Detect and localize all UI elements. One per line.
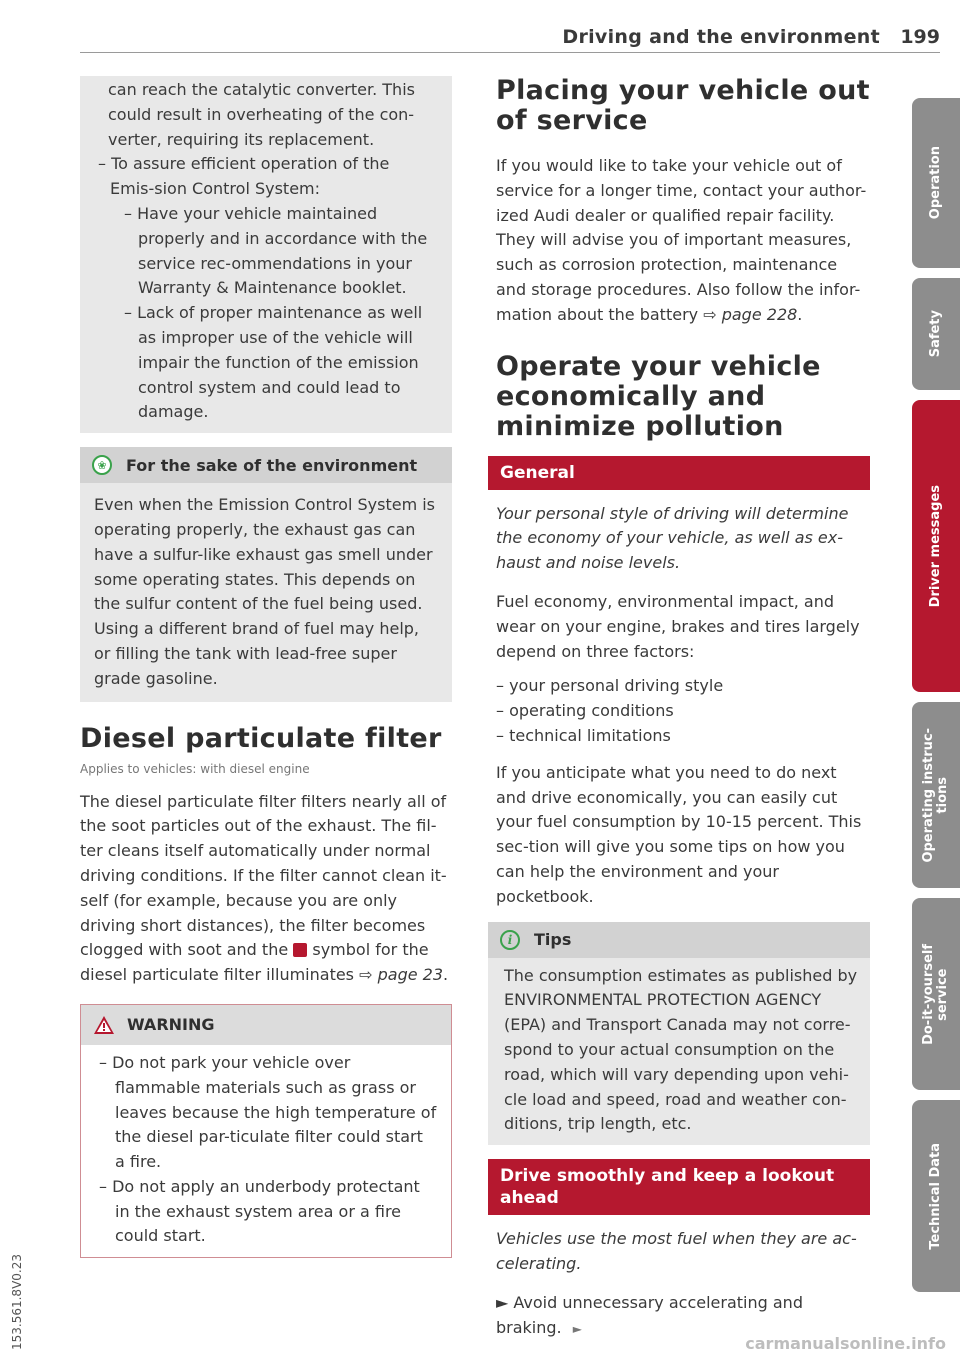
dpf-end: . [443,965,449,985]
header-title: Driving and the environment [562,26,880,48]
warning-header [81,1005,451,1045]
page-number: 199 [900,26,940,48]
box-line: can reach the catalytic converter. This [108,80,415,99]
tab-label: Technical Data [928,1142,943,1250]
oos-end: . [797,304,803,324]
tips-header [488,922,870,958]
oos-page-ref[interactable]: ⇨ page 228 [703,304,798,324]
list-item: – operating conditions [496,701,674,721]
box-line: verter, requiring its replacement. [108,129,375,149]
emission-continued-box [80,76,452,433]
warning-box [80,1004,452,1258]
tab-operating-instructions[interactable] [912,702,960,888]
tab-operation[interactable] [912,98,960,268]
tab-label: Do-it-yourself service [921,943,950,1045]
dpf-text-1: The diesel particulate filter filters nearly all of the soot particles out of the exhaust. The fil-ter cleans itself automatically under normal driving conditions. If the filter cannot clean it-self (for example, because you are only driving short distances), the filter becomes clogged with soot and the [80,791,447,960]
document-code [8,1210,28,1350]
dpf-applies: Applies to vehicles: with diesel engine [80,761,310,776]
tips-box [488,922,870,1146]
drive-intro: Vehicles use the most fuel when they are ac-celerating. [496,1229,857,1273]
page-header [80,22,940,56]
warning-item-1: – Do not park your vehicle over flammable materials such as grass or leaves because the high temperature of the diesel par-ticulate filter could start a fire. [99,1052,437,1172]
tips-title: Tips [534,930,572,950]
bullet-maintain: – Have your vehicle maintained properly and in accordance with the service rec-ommendations in your Warranty & Maintenance booklet. [124,203,428,298]
tab-technical-data[interactable] [912,1100,960,1292]
dpf-section [80,724,452,988]
dpf-paragraph [80,790,452,988]
drive-smoothly-band: Drive smoothly and keep a lookout ahead [488,1159,870,1215]
left-column [80,76,452,1258]
environment-header [80,447,452,483]
tab-label: Safety [928,310,943,358]
environment-title: For the sake of the environment [126,455,418,475]
warning-body [81,1045,451,1257]
tab-safety[interactable] [912,278,960,390]
tips-text: The consumption estimates as published by ENVIRONMENTAL PROTECTION AGENCY (EPA) and Transport Canada may not corre-spond to your actual consumption on the road, which will vary depending upon vehi-cle load and speed, road and weather con-ditions, trip length, etc. [504,965,858,1134]
tab-driver-messages[interactable] [912,400,960,692]
avoid-text: ► Avoid unnecessary accelerating and braking. [496,1292,803,1337]
tab-do-it-yourself[interactable] [912,898,960,1090]
environment-box [80,447,452,701]
box-line: could result in overheating of the con- [108,104,415,124]
oos-text: If you would like to take your vehicle out of service for a longer time, contact your author-ized Audi dealer or qualified repair facility. They will advise you of important measures, such as corrosion protection, maintenance and storage procedures. Also follow the infor-mation about the battery [496,156,867,324]
dpf-symbol-icon [293,943,307,957]
continue-arrow-icon: ► [572,1321,582,1336]
factor-list [496,674,870,748]
right-column [480,76,870,1341]
dpf-text-2: symbol for the diesel particulate filter illuminates [80,940,429,985]
environment-text: Even when the Emission Control System is operating properly, the exhaust gas can have a sulfur-like exhaust gas smell under some operating states. This depends on the sulfur content of the fuel being used. Using a different brand of fuel may help, or filling the tank with lead-free super grade gasoline. [94,495,436,688]
list-item: – technical limitations [496,725,671,745]
warning-triangle-icon [93,1015,115,1035]
tab-label: Operating instruc- tions [921,727,950,863]
tab-label: Driver messages [928,484,943,608]
document-code-text: 153.561.8V0.23 [10,1254,24,1350]
warning-title: WARNING [127,1015,215,1035]
header-rule [80,52,940,53]
bullet-lack: – Lack of proper maintenance as well as improper use of the vehicle will impair the function of the emission control system and could lead to damage. [124,303,423,422]
dpf-heading: Diesel particulate filter [80,722,442,754]
warning-item-2: – Do not apply an underbody protectant in the exhaust system area or a fire could start. [99,1176,420,1246]
info-icon: i [500,930,520,950]
out-of-service-paragraph [496,154,870,328]
tab-label: Operation [928,146,943,220]
dpf-page-ref[interactable]: ⇨ page 23 [359,965,444,985]
anticipate-paragraph: If you anticipate what you need to do next and drive economically, you can easily cut your fuel consumption by 10-15 percent. This sec-tion will give you some tips on how you can help the environment and your pocketbook. [496,762,862,906]
economy-heading: Operate your vehicle economically and minimize pollution [496,350,821,442]
watermark: carmanualsonline.info [745,1334,946,1353]
bullet-emission: – To assure efficient operation of the Emis-sion Control System: [98,154,390,199]
out-of-service-heading: Placing your vehicle out of service [496,75,870,136]
list-item: – your personal driving style [496,676,724,696]
general-intro: Your personal style of driving will determine the economy of your vehicle, as well as ex-haust and noise levels. [496,503,849,573]
general-band: General [488,456,870,490]
fuel-paragraph: Fuel economy, environmental impact, and wear on your engine, brakes and tires largely depend on three factors: [496,591,860,661]
leaf-icon: ❀ [92,455,112,475]
